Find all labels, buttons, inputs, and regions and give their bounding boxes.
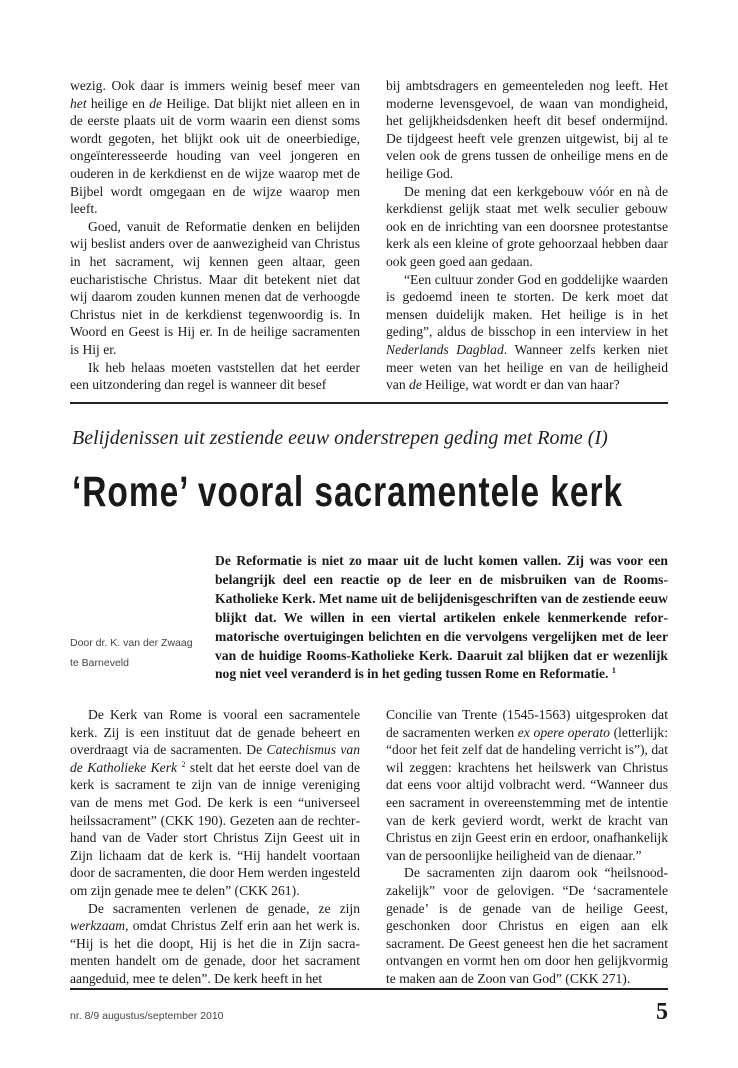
paragraph: De Kerk van Rome is vooral een sacramentele kerk. Zij is een instituut dat de genade beheert en overdraagt via de sacramenten. De Catechismus van de Katholieke Kerk $^2$ stelt dat het eerste doel van de kerk is sacrament te zijn van de innige vereniging van de mens met God. De kerk is een “universeel heilssacrament” (CKK 190). Gezeten aan de rechterhand van de Vader stort Christus Zijn Geest uit in Zijn lichaam dat de kerk is. “Hij handelt voortaan door de sacramenten, die door Hem werden ingesteld om zijn genade mee te delen” (CKK 261). [70, 707, 360, 898]
italic-text: Catechismus van de Katholieke Kerk [70, 742, 360, 775]
italic-text: het [70, 95, 87, 111]
footer-divider [70, 988, 668, 990]
article-intro [215, 552, 668, 684]
byline-location: te Barneveld [70, 657, 129, 669]
paragraph: Ik heb helaas moeten vaststellen dat het eerder een uitzondering dan regel is wanneer dit besef [70, 359, 360, 393]
paragraph: De sacramenten verlenen de genade, ze zijn werkzaam, omdat Christus Zelf erin aan het werk is. “Hij is het die doopt, Hij is het die in Zijn sacramenten handelt om de genade, door het sacrament aangeduid, mee te delen”. De kerk heeft in het [70, 900, 360, 986]
footnote-ref: 2 [181, 759, 186, 769]
article-left-column [70, 706, 360, 988]
article-right-column [386, 706, 668, 988]
paragraph: De sacramenten zijn daarom ook “heilsnoodzakelijk” voor de gelovigen. “De ‘sacramentele genade’ is de genade van de heilige Geest, geschonken door Christus en eigen aan elk sacrament. De Geest geneest hen die het sacrament ontvangen en vormt hen om door hen gelijkvormig te maken aan de Zoon van God” (CKK 271). [386, 865, 668, 986]
paragraph: bij ambtsdragers en gemeenteleden nog leeft. Het moderne levensgevoel, de waan van mondigheid, het gelijkheidsdenken heeft dit besef ondermijnd. De tijdgeest heeft vele grenzen uitgewist, bij al te velen ook de grens tussen de onheilige mens en de heilige God. [386, 78, 668, 181]
italic-text: werkzaam [70, 918, 126, 934]
intro-footnote-ref: 1 [611, 666, 616, 676]
byline [70, 633, 193, 673]
italic-text: Nederlands Dagblad [386, 341, 504, 357]
paragraph: “Een cultuur zonder God en goddelijke waarden is gedoemd ineen te storten. De kerk moet dat mensen duidelijk maken. Het heilige is in het geding”, aldus de bisschop in een interview in het Nederlands Dagblad. Wanneer zelfs kerken niet meer weten van het heilige en van de heiligheid van de Heilige, wat wordt er dan van haar? [386, 271, 668, 393]
italic-text: ex opere operato [517, 724, 610, 740]
paragraph: wezig. Ook daar is immers weinig besef meer van het heilige en de Heilige. Dat blijkt niet alleen en in de eerste plaats uit de vorm waarin een dienst soms wordt gegoten, het blijkt ook uit de oneerbiedige, ongeïnteresseerde houding van veel jongeren en ouderen in de kerkdienst en de wijze waarop met de Bijbel wordt omgegaan en de wijze waarop men leeft. [70, 78, 360, 217]
top-right-column [386, 77, 668, 394]
page-number: 5 [656, 999, 668, 1025]
paragraph: Concilie van Trente (1545-1563) uitgesproken dat de sacramenten werken ex opere operato (letterlijk: “door het feit zelf dat de handeling verricht is”), dat wil zeggen: krachtens het heilswerk van Christus dat eens voor altijd volbracht werd. “Wanneer dus een sacrament in overeenstemming met de intentie van de kerk gevierd wordt, werkt de kracht van Christus en zijn Geest erin en erdoor, onafhankelijk van de persoonlijke heiligheid van de dienaar.” [386, 707, 668, 863]
paragraph: De mening dat een kerkgebouw vóór en nà de kerkdienst gelijk staat met welk seculier gebouw ook en de inrichting van een doorsnee protestantse kerk als een kleine of grote gehoorzaal hebben daar ook geen goed aan gedaan. [386, 183, 668, 269]
paragraph: Goed, vanuit de Reformatie denken en belijden wij beslist anders over de aanwezigheid van Christus in het sacrament, wij kennen geen altaar, geen eucharistische Christus. Maar dit betekent niet dat wij daarom zouden kunnen menen dat de verhoogde Christus niet in de kerkdienst tegenwoordig is. In Woord en Geest is Hij er. In de heilige sacramenten is Hij er. [70, 218, 360, 357]
article-headline: ‘Rome’ vooral sacramentele kerk [72, 468, 624, 516]
issue-info: nr. 8/9 augustus/september 2010 [70, 1010, 224, 1022]
article-kicker: Belijdenissen uit zestiende eeuw onderstrepen geding met Rome (I) [72, 427, 608, 449]
intro-text: De Reformatie is niet zo maar uit de lucht komen vallen. Zij was voor een belangrijk deel een reactie op de leer en de misbruiken van de Rooms-Katholieke Kerk. Met name uit de belijdenisgeschriften van de zestiende eeuw blijkt dat. We willen in een viertal artikelen enkele kenmerkende reformatorische overtuigingen belichten en die vervolgens vergelijken met de leer van de huidige Rooms-Katholieke Kerk. Daaruit zal blijken dat er wezenlijk nog niet veel veranderd is in het geding tussen Rome en Reformatie. [215, 553, 668, 682]
top-left-column [70, 77, 360, 394]
italic-text: de [149, 95, 163, 111]
byline-author: Door dr. K. van der Zwaag [70, 637, 193, 649]
section-divider-top [70, 402, 668, 404]
italic-text: de [409, 377, 422, 393]
